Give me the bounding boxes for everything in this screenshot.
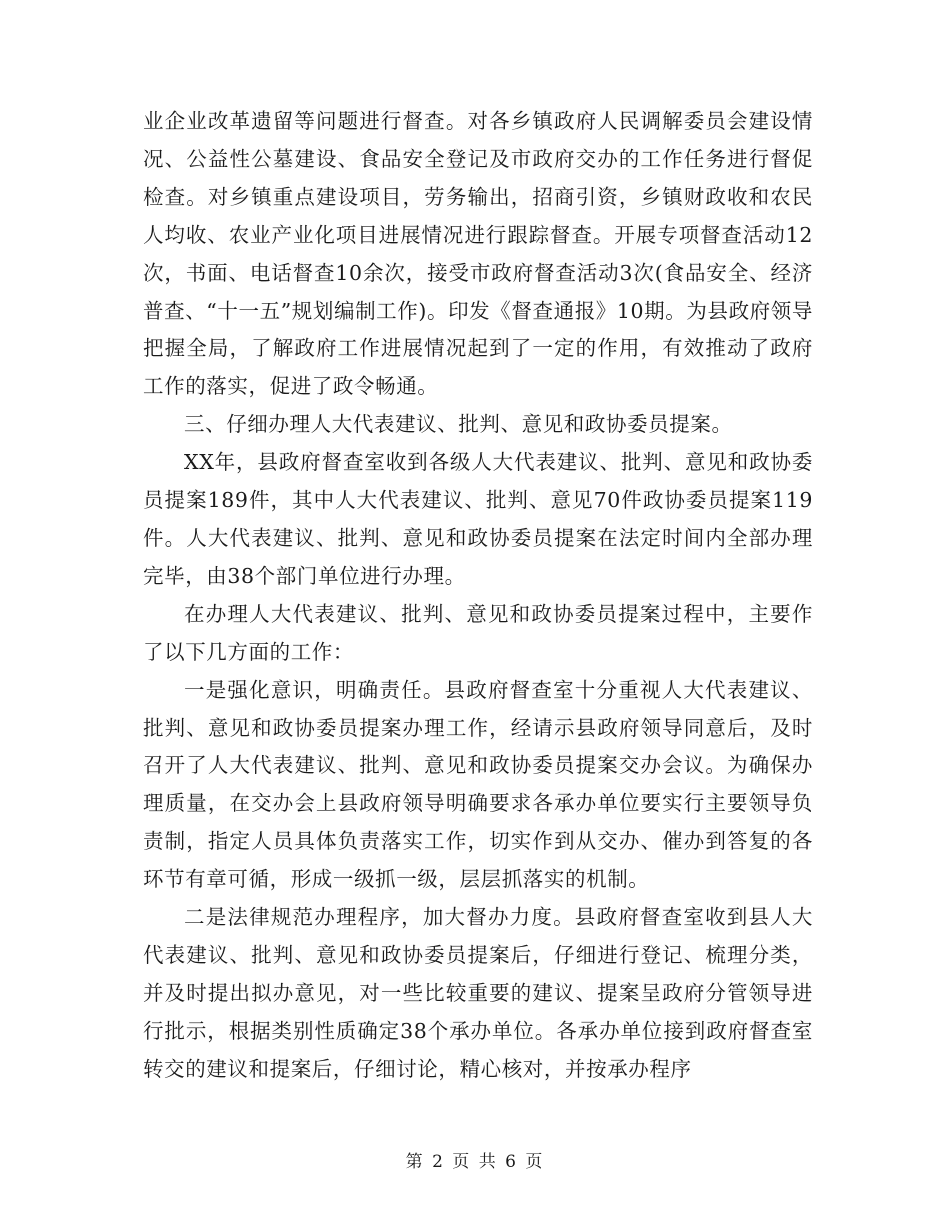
paragraph-standardize-procedure: 二是法律规范办理程序，加大督办力度。县政府督查室收到县人大代表建议、批判、意见和政协委员提案后，仔细进行登记、梳理分类，并及时提出拟办意见，对一些比较重要的建议、提案呈政府分管领导进行批示，根据类别性质确定38个承办单位。各承办单位接到政府督查室转交的建议和提案后，仔细讨论，精心核对，并按承办程序	[143, 905, 813, 1081]
footer-page-number: 2	[432, 1152, 445, 1172]
footer-total-pages: 6	[505, 1152, 518, 1172]
document-body	[143, 103, 813, 1089]
paragraph-supervision-work: 业企业改革遗留等问题进行督查。对各乡镇政府人民调解委员会建设情况、公益性公墓建设、食品安全登记及市政府交办的工作任务进行督促检查。对乡镇重点建设项目，劳务输出，招商引资，乡镇财政收和农民人均收、农业产业化项目进展情况进行跟踪督查。开展专项督查活动12次，书面、电话督查10余次，接受市政府督查活动3次(食品安全、经济普查、“十一五”规划编制工作)。印发《督查通报》10期。为县政府领导把握全局，了解政府工作进展情况起到了一定的作用，有效推动了政府工作的落实，促进了政令畅通。	[143, 109, 813, 399]
paragraph-work-intro: 在办理人大代表建议、批判、意见和政协委员提案过程中，主要作了以下几方面的工作：	[143, 601, 813, 664]
section-heading-proposals: 三、仔细办理人大代表建议、批判、意见和政协委员提案。	[184, 412, 733, 437]
paragraph-proposal-statistics: XX年，县政府督查室收到各级人大代表建议、批判、意见和政协委员提案189件，其中人大代表建议、批判、意见70件政协委员提案119件。人大代表建议、批判、意见和政协委员提案在法定时间内全部办理完毕，由38个部门单位进行办理。	[143, 450, 813, 588]
footer-suffix: 页	[525, 1152, 545, 1172]
paragraph-strengthen-awareness: 一是强化意识，明确责任。县政府督查室十分重视人大代表建议、批判、意见和政协委员提案办理工作，经请示县政府领导同意后，及时召开了人大代表建议、批判、意见和政协委员提案交办会议。为确保办理质量，在交办会上县政府领导明确要求各承办单位要实行主要领导负责制，指定人员具体负责落实工作，切实作到从交办、催办到答复的各环节有章可循，形成一级抓一级，层层抓落实的机制。	[143, 677, 813, 892]
page-footer	[0, 1151, 950, 1173]
footer-middle: 页 共	[452, 1152, 498, 1172]
footer-prefix: 第	[405, 1152, 425, 1172]
